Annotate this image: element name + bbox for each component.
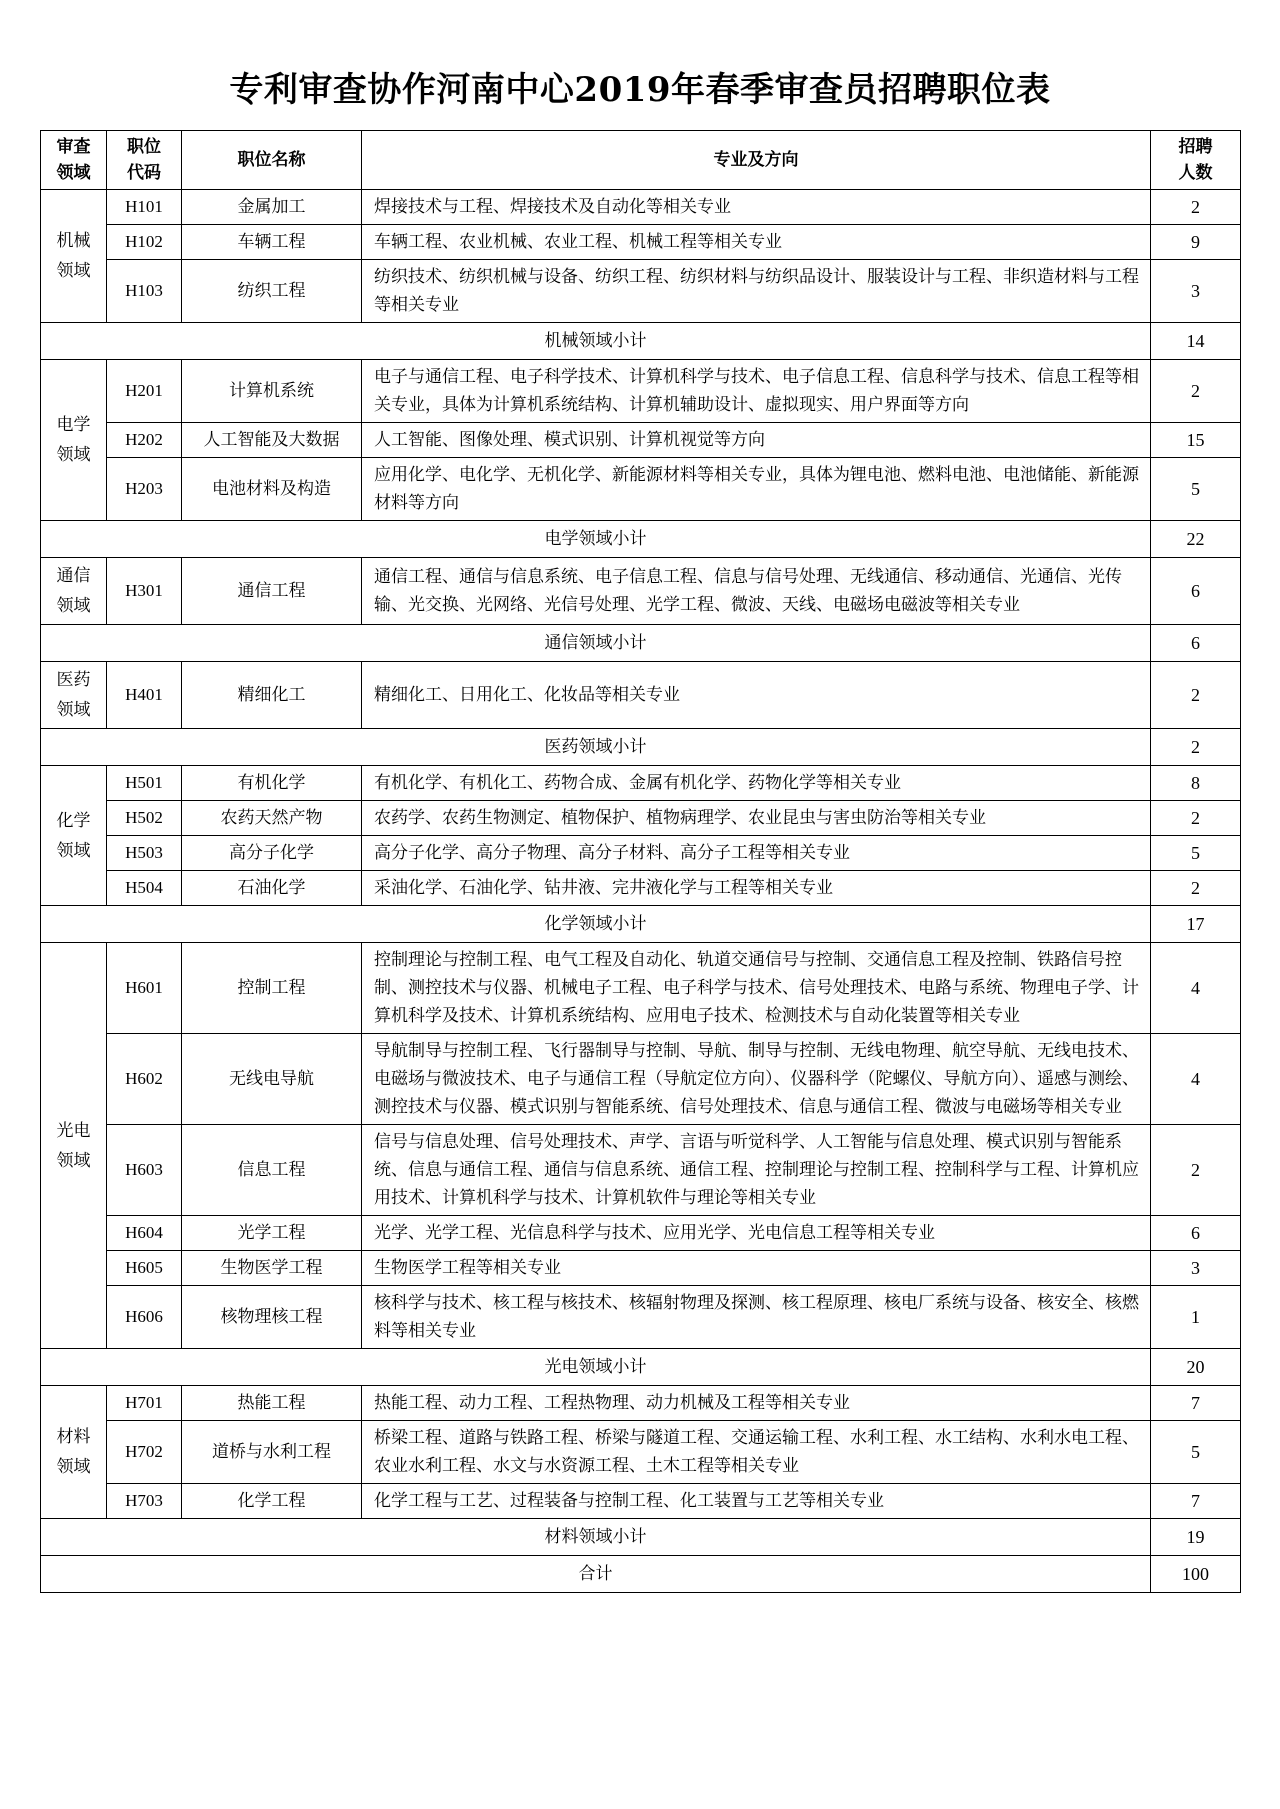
headcount: 4: [1151, 1034, 1241, 1125]
total-value: 100: [1151, 1556, 1241, 1593]
header-name: 职位名称: [182, 131, 362, 190]
major-direction: 通信工程、通信与信息系统、电子信息工程、信息与信号处理、无线通信、移动通信、光通信、光传输、光交换、光网络、光信号处理、光学工程、微波、天线、电磁场电磁波等相关专业: [362, 558, 1151, 625]
table-row: [41, 1484, 1241, 1519]
position-name: 控制工程: [182, 943, 362, 1034]
headcount: 2: [1151, 662, 1241, 729]
table-row: [41, 360, 1241, 423]
table-row: [41, 225, 1241, 260]
table-row: [41, 260, 1241, 323]
headcount: 5: [1151, 1421, 1241, 1484]
position-code: H501: [107, 766, 182, 801]
position-name: 电池材料及构造: [182, 458, 362, 521]
position-code: H603: [107, 1125, 182, 1216]
table-row: [41, 1034, 1241, 1125]
position-name: 精细化工: [182, 662, 362, 729]
subtotal-label: 机械领域小计: [41, 323, 1151, 360]
subtotal-value: 6: [1151, 625, 1241, 662]
subtotal-value: 14: [1151, 323, 1241, 360]
table-row: [41, 801, 1241, 836]
headcount: 3: [1151, 260, 1241, 323]
headcount: 5: [1151, 836, 1241, 871]
subtotal-label: 光电领域小计: [41, 1349, 1151, 1386]
position-name: 化学工程: [182, 1484, 362, 1519]
table-row: [41, 1421, 1241, 1484]
position-name: 农药天然产物: [182, 801, 362, 836]
major-direction: 人工智能、图像处理、模式识别、计算机视觉等方向: [362, 423, 1151, 458]
position-name: 信息工程: [182, 1125, 362, 1216]
position-code: H601: [107, 943, 182, 1034]
subtotal-value: 2: [1151, 729, 1241, 766]
header-count: 招聘 人数: [1151, 131, 1241, 190]
position-code: H503: [107, 836, 182, 871]
table-row: [41, 1251, 1241, 1286]
position-code: H201: [107, 360, 182, 423]
domain-cell: 电学 领域: [41, 360, 107, 521]
position-name: 有机化学: [182, 766, 362, 801]
major-direction: 应用化学、电化学、无机化学、新能源材料等相关专业，具体为锂电池、燃料电池、电池储能、新能源材料等方向: [362, 458, 1151, 521]
headcount: 5: [1151, 458, 1241, 521]
major-direction: 电子与通信工程、电子科学技术、计算机科学与技术、电子信息工程、信息科学与技术、信息工程等相关专业，具体为计算机系统结构、计算机辅助设计、虚拟现实、用户界面等方向: [362, 360, 1151, 423]
major-direction: 车辆工程、农业机械、农业工程、机械工程等相关专业: [362, 225, 1151, 260]
major-direction: 生物医学工程等相关专业: [362, 1251, 1151, 1286]
position-code: H602: [107, 1034, 182, 1125]
headcount: 2: [1151, 871, 1241, 906]
subtotal-value: 20: [1151, 1349, 1241, 1386]
major-direction: 核科学与技术、核工程与核技术、核辐射物理及探测、核工程原理、核电厂系统与设备、核安全、核燃料等相关专业: [362, 1286, 1151, 1349]
position-name: 纺织工程: [182, 260, 362, 323]
major-direction: 纺织技术、纺织机械与设备、纺织工程、纺织材料与纺织品设计、服装设计与工程、非织造材料与工程等相关专业: [362, 260, 1151, 323]
domain-cell: 机械 领域: [41, 190, 107, 323]
position-code: H301: [107, 558, 182, 625]
page-title: 专利审查协作河南中心2019年春季审查员招聘职位表: [229, 70, 1051, 110]
position-name: 光学工程: [182, 1216, 362, 1251]
position-code: H504: [107, 871, 182, 906]
subtotal-row: [41, 906, 1241, 943]
position-code: H202: [107, 423, 182, 458]
subtotal-row: [41, 1519, 1241, 1556]
position-name: 生物医学工程: [182, 1251, 362, 1286]
table-row: [41, 836, 1241, 871]
header-major: 专业及方向: [362, 131, 1151, 190]
position-code: H203: [107, 458, 182, 521]
position-code: H605: [107, 1251, 182, 1286]
position-name: 高分子化学: [182, 836, 362, 871]
major-direction: 控制理论与控制工程、电气工程及自动化、轨道交通信号与控制、交通信息工程及控制、铁路信号控制、测控技术与仪器、机械电子工程、电子科学与技术、信号处理技术、电路与系统、物理电子学、计算机科学及技术、计算机系统结构、应用电子技术、检测技术与自动化装置等相关专业: [362, 943, 1151, 1034]
table-row: [41, 1386, 1241, 1421]
position-code: H604: [107, 1216, 182, 1251]
total-label: 合计: [41, 1556, 1151, 1593]
domain-cell: 材料 领域: [41, 1386, 107, 1519]
major-direction: 化学工程与工艺、过程装备与控制工程、化工装置与工艺等相关专业: [362, 1484, 1151, 1519]
position-code: H502: [107, 801, 182, 836]
domain-cell: 医药 领域: [41, 662, 107, 729]
table-row: [41, 943, 1241, 1034]
headcount: 7: [1151, 1484, 1241, 1519]
position-name: 计算机系统: [182, 360, 362, 423]
table-row: [41, 871, 1241, 906]
position-name: 通信工程: [182, 558, 362, 625]
subtotal-label: 医药领域小计: [41, 729, 1151, 766]
headcount: 1: [1151, 1286, 1241, 1349]
table-row: [41, 766, 1241, 801]
header-domain: 审查 领域: [41, 131, 107, 190]
position-code: H701: [107, 1386, 182, 1421]
headcount: 6: [1151, 558, 1241, 625]
table-row: [41, 423, 1241, 458]
header-code: 职位 代码: [107, 131, 182, 190]
headcount: 9: [1151, 225, 1241, 260]
major-direction: 光学、光学工程、光信息科学与技术、应用光学、光电信息工程等相关专业: [362, 1216, 1151, 1251]
headcount: 2: [1151, 190, 1241, 225]
position-name: 石油化学: [182, 871, 362, 906]
subtotal-value: 17: [1151, 906, 1241, 943]
position-code: H101: [107, 190, 182, 225]
subtotal-row: [41, 625, 1241, 662]
table-row: [41, 458, 1241, 521]
position-code: H102: [107, 225, 182, 260]
headcount: 7: [1151, 1386, 1241, 1421]
position-name: 无线电导航: [182, 1034, 362, 1125]
major-direction: 焊接技术与工程、焊接技术及自动化等相关专业: [362, 190, 1151, 225]
table-row: [41, 1125, 1241, 1216]
position-name: 道桥与水利工程: [182, 1421, 362, 1484]
position-name: 热能工程: [182, 1386, 362, 1421]
major-direction: 高分子化学、高分子物理、高分子材料、高分子工程等相关专业: [362, 836, 1151, 871]
domain-cell: 通信 领域: [41, 558, 107, 625]
table-row: [41, 1286, 1241, 1349]
table-row: [41, 662, 1241, 729]
table-row: [41, 558, 1241, 625]
subtotal-row: [41, 729, 1241, 766]
subtotal-row: [41, 1349, 1241, 1386]
total-row: [41, 1556, 1241, 1593]
headcount: 2: [1151, 360, 1241, 423]
subtotal-label: 材料领域小计: [41, 1519, 1151, 1556]
subtotal-label: 通信领域小计: [41, 625, 1151, 662]
subtotal-row: [41, 323, 1241, 360]
headcount: 2: [1151, 801, 1241, 836]
table-row: [41, 1216, 1241, 1251]
table-body: [41, 190, 1241, 1593]
subtotal-value: 22: [1151, 521, 1241, 558]
position-code: H606: [107, 1286, 182, 1349]
subtotal-label: 电学领域小计: [41, 521, 1151, 558]
major-direction: 桥梁工程、道路与铁路工程、桥梁与隧道工程、交通运输工程、水利工程、水工结构、水利水电工程、农业水利工程、水文与水资源工程、土木工程等相关专业: [362, 1421, 1151, 1484]
major-direction: 农药学、农药生物测定、植物保护、植物病理学、农业昆虫与害虫防治等相关专业: [362, 801, 1151, 836]
headcount: 8: [1151, 766, 1241, 801]
position-code: H103: [107, 260, 182, 323]
major-direction: 精细化工、日用化工、化妆品等相关专业: [362, 662, 1151, 729]
position-code: H401: [107, 662, 182, 729]
position-code: H702: [107, 1421, 182, 1484]
major-direction: 有机化学、有机化工、药物合成、金属有机化学、药物化学等相关专业: [362, 766, 1151, 801]
major-direction: 导航制导与控制工程、飞行器制导与控制、导航、制导与控制、无线电物理、航空导航、无线电技术、电磁场与微波技术、电子与通信工程（导航定位方向）、仪器科学（陀螺仪、导航方向）、遥感与测绘、测控技术与仪器、模式识别与智能系统、信号处理技术、信息与通信工程、微波与电磁场等相关专业: [362, 1034, 1151, 1125]
header-row: [41, 131, 1241, 190]
headcount: 3: [1151, 1251, 1241, 1286]
major-direction: 采油化学、石油化学、钻井液、完井液化学与工程等相关专业: [362, 871, 1151, 906]
table-row: [41, 190, 1241, 225]
position-code: H703: [107, 1484, 182, 1519]
domain-cell: 光电 领域: [41, 943, 107, 1349]
position-name: 金属加工: [182, 190, 362, 225]
position-name: 车辆工程: [182, 225, 362, 260]
headcount: 6: [1151, 1216, 1241, 1251]
headcount: 2: [1151, 1125, 1241, 1216]
major-direction: 信号与信息处理、信号处理技术、声学、言语与听觉科学、人工智能与信息处理、模式识别与智能系统、信息与通信工程、通信与信息系统、通信工程、控制理论与控制工程、控制科学与工程、计算机应用技术、计算机科学与技术、计算机软件与理论等相关专业: [362, 1125, 1151, 1216]
headcount: 15: [1151, 423, 1241, 458]
position-name: 人工智能及大数据: [182, 423, 362, 458]
recruitment-table: [40, 130, 1241, 1593]
major-direction: 热能工程、动力工程、工程热物理、动力机械及工程等相关专业: [362, 1386, 1151, 1421]
domain-cell: 化学 领域: [41, 766, 107, 906]
subtotal-row: [41, 521, 1241, 558]
position-name: 核物理核工程: [182, 1286, 362, 1349]
headcount: 4: [1151, 943, 1241, 1034]
subtotal-value: 19: [1151, 1519, 1241, 1556]
subtotal-label: 化学领域小计: [41, 906, 1151, 943]
